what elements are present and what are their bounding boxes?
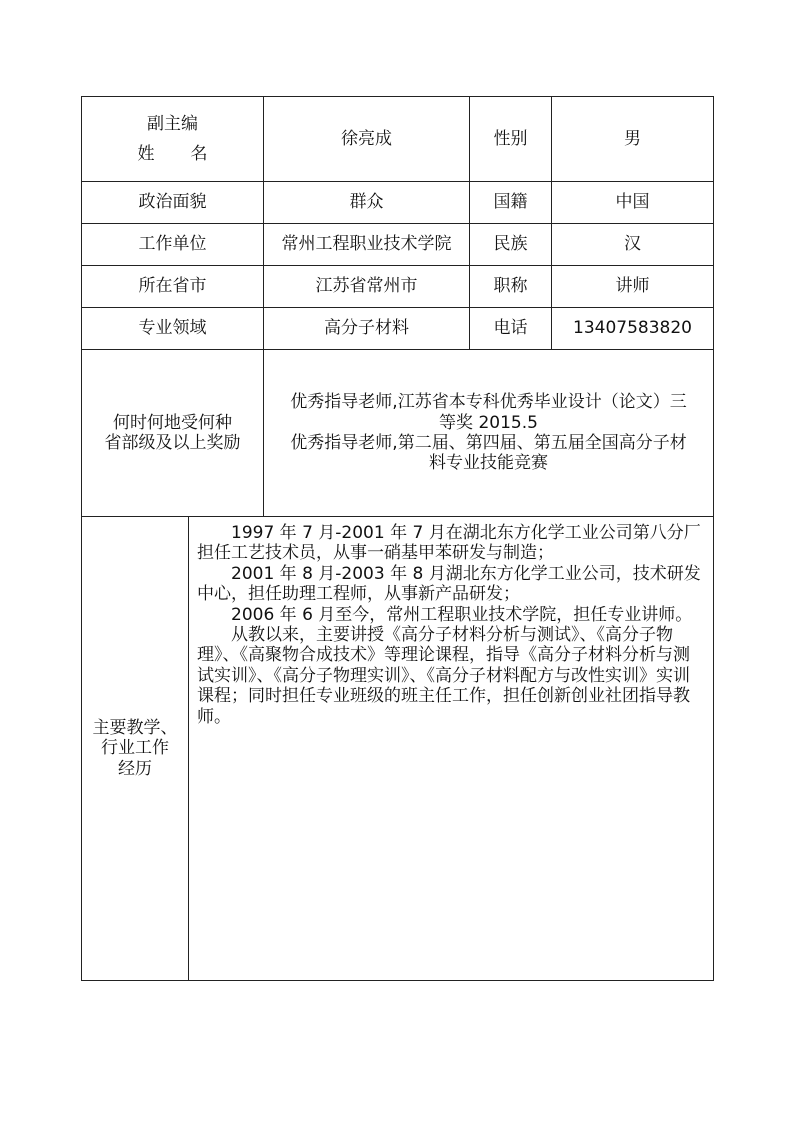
row-experience bbox=[82, 517, 714, 981]
row-workplace bbox=[82, 224, 714, 266]
field-value: 高分子材料 bbox=[264, 308, 470, 350]
awards-line-3: 优秀指导老师,第二届、第四届、第五届全国高分子材 bbox=[290, 433, 687, 453]
awards-line-2: 等奖 2015.5 bbox=[439, 412, 538, 433]
row-province bbox=[82, 266, 714, 308]
awards-line-1: 优秀指导老师,江苏省本专科优秀毕业设计（论文）三 bbox=[290, 392, 687, 413]
phone-label: 电话 bbox=[470, 308, 552, 350]
province-value: 江苏省常州市 bbox=[264, 266, 470, 308]
title-label: 职称 bbox=[470, 266, 552, 308]
experience-label-line-3: 经历 bbox=[118, 758, 152, 779]
political-value: 群众 bbox=[264, 182, 470, 224]
experience-paragraph-4: 从教以来，主要讲授《高分子材料分析与测试》、《高分子物理》、《高聚物合成技术》等理论课程，指导《高分子材料分析与测试实训》、《高分子物理实训》、《高分子材料配方与改性实训》实训课程；同时担任专业班级的班主任工作，担任创新创业社团指导教师。 bbox=[197, 624, 690, 727]
row-awards bbox=[82, 350, 714, 517]
name-label bbox=[138, 139, 208, 169]
experience-paragraph-3: 2006 年 6 月至今，常州工程职业技术学院，担任专业讲师。 bbox=[231, 604, 693, 625]
row-political bbox=[82, 182, 714, 224]
province-label: 所在省市 bbox=[82, 266, 264, 308]
workplace-value: 常州工程职业技术学院 bbox=[264, 224, 470, 266]
awards-content bbox=[264, 350, 714, 517]
workplace-label: 工作单位 bbox=[82, 224, 264, 266]
personal-info-table bbox=[81, 96, 714, 981]
ethnicity-value: 汉 bbox=[552, 224, 714, 266]
sex-label: 性别 bbox=[470, 97, 552, 182]
experience-label-line-1: 主要教学、 bbox=[92, 717, 178, 738]
row-field bbox=[82, 308, 714, 350]
awards-label-line-1: 何时何地受何种 bbox=[113, 412, 232, 433]
name-value: 徐亮成 bbox=[264, 97, 470, 182]
name-label-part-2: 名 bbox=[190, 144, 208, 164]
experience-label bbox=[82, 517, 189, 981]
ethnicity-label: 民族 bbox=[470, 224, 552, 266]
phone-value: 13407583820 bbox=[552, 308, 714, 350]
nationality-label: 国籍 bbox=[470, 182, 552, 224]
experience-label-line-2: 行业工作 bbox=[101, 738, 169, 759]
political-label: 政治面貌 bbox=[82, 182, 264, 224]
field-label: 专业领域 bbox=[82, 308, 264, 350]
name-label-cell bbox=[82, 97, 264, 182]
row-name bbox=[82, 97, 714, 182]
title-value: 讲师 bbox=[552, 266, 714, 308]
awards-line-4: 料专业技能竞赛 bbox=[429, 453, 548, 474]
experience-content bbox=[189, 517, 714, 981]
experience-paragraph-1: 1997 年 7 月-2001 年 7 月在湖北东方化学工业公司第八分厂担任工艺技术员，从事一硝基甲苯研发与制造； bbox=[197, 523, 701, 564]
name-label-part-1: 姓 bbox=[137, 144, 155, 164]
experience-paragraph-2: 2001 年 8 月-2003 年 8 月湖北东方化学工业公司，技术研发中心，担任助理工程师，从事新产品研发； bbox=[197, 563, 701, 605]
awards-label-line-2: 省部级及以上奖励 bbox=[104, 433, 241, 453]
role-label: 副主编 bbox=[147, 114, 198, 134]
awards-label bbox=[82, 350, 264, 517]
sex-value: 男 bbox=[552, 97, 714, 182]
nationality-value: 中国 bbox=[552, 182, 714, 224]
